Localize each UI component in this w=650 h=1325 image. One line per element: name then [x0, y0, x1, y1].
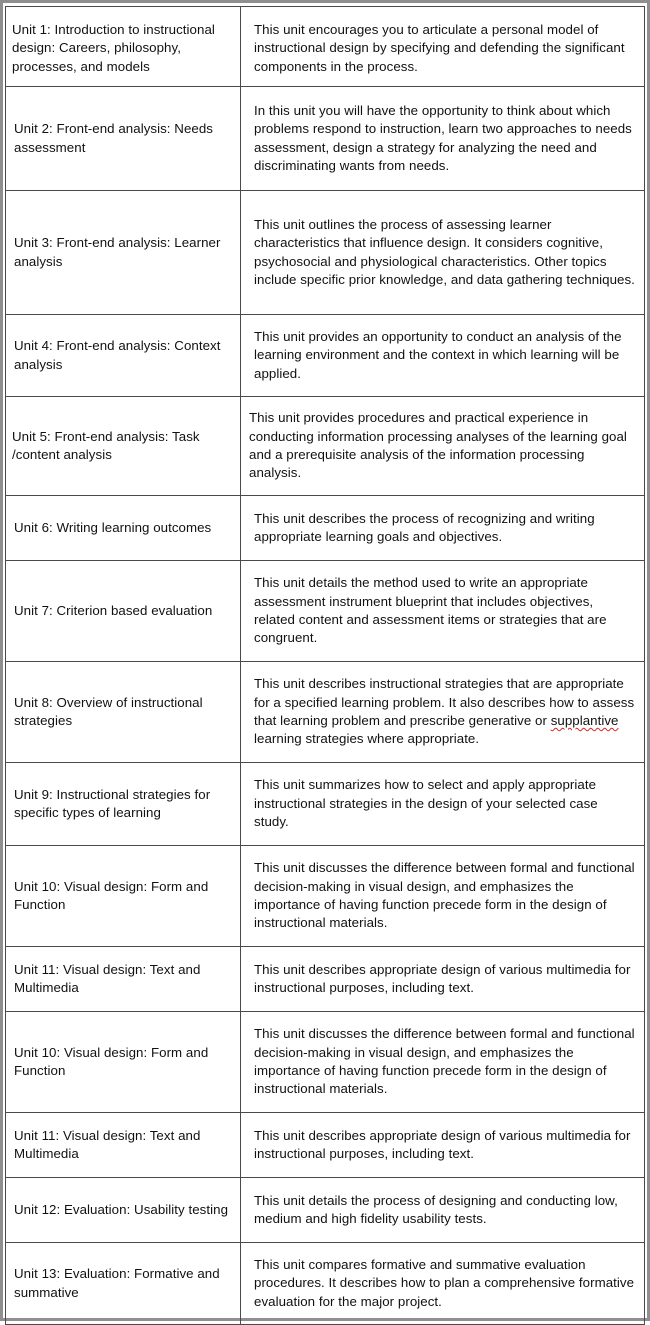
table-row	[6, 1178, 645, 1243]
table-row	[6, 1012, 645, 1113]
unit-description-cell: This unit describes the process of recognizing and writing appropriate learning goals and objectives.	[241, 496, 645, 561]
unit-description-cell: This unit discusses the difference between formal and functional decision-making in visual design, and emphasizes the importance of having function precede form in the design of instructional materials.	[241, 846, 645, 947]
unit-title-cell: Unit 9: Instructional strategies for specific types of learning	[6, 763, 241, 846]
table-row	[6, 1113, 645, 1178]
unit-title-cell: Unit 10: Visual design: Form and Function	[6, 846, 241, 947]
unit-title-cell: Unit 13: Evaluation: Formative and summative	[6, 1243, 241, 1325]
table-row	[6, 315, 645, 397]
table-row	[6, 947, 645, 1012]
table-row	[6, 763, 645, 846]
unit-description-cell: This unit compares formative and summative evaluation procedures. It describes how to plan a comprehensive formative evaluation for the major project.	[241, 1243, 645, 1325]
unit-title-cell: Unit 2: Front-end analysis: Needs assessment	[6, 87, 241, 191]
unit-description-cell: This unit describes appropriate design of various multimedia for instructional purposes, including text.	[241, 947, 645, 1012]
unit-title-cell: Unit 1: Introduction to instructional design: Careers, philosophy, processes, and models	[6, 7, 241, 87]
unit-description-cell: This unit describes appropriate design of various multimedia for instructional purposes, including text.	[241, 1113, 645, 1178]
unit-description-cell: This unit details the process of designing and conducting low, medium and high fidelity usability tests.	[241, 1178, 645, 1243]
unit-description-cell: This unit provides procedures and practical experience in conducting information processing analyses of the learning goal and a prerequisite analysis of the information processing analysis.	[241, 397, 645, 496]
unit-description-cell: In this unit you will have the opportunity to think about which problems respond to instruction, learn two approaches to needs assessment, design a strategy for analyzing the need and discriminating wants from needs.	[241, 87, 645, 191]
unit-title-cell: Unit 8: Overview of instructional strategies	[6, 662, 241, 763]
table-row	[6, 87, 645, 191]
unit-title-cell: Unit 4: Front-end analysis: Context analysis	[6, 315, 241, 397]
spellcheck-flagged-word: supplantive	[550, 713, 619, 728]
table-row	[6, 662, 645, 763]
unit-description-cell: This unit details the method used to write an appropriate assessment instrument blueprint that includes objectives, related content and assessment items or strategies that are congruent.	[241, 561, 645, 662]
unit-title-cell: Unit 10: Visual design: Form and Function	[6, 1012, 241, 1113]
unit-title-cell: Unit 7: Criterion based evaluation	[6, 561, 241, 662]
unit-description-cell: This unit discusses the difference between formal and functional decision-making in visual design, and emphasizes the importance of having function precede form in the design of instructional materials.	[241, 1012, 645, 1113]
description-text: learning strategies where appropriate.	[254, 731, 480, 747]
unit-title-cell: Unit 3: Front-end analysis: Learner analysis	[6, 191, 241, 315]
unit-description-cell: This unit encourages you to articulate a personal model of instructional design by specifying and defending the significant components in the process.	[241, 7, 645, 87]
unit-title-cell: Unit 6: Writing learning outcomes	[6, 496, 241, 561]
table-row	[6, 1243, 645, 1325]
table-row	[6, 561, 645, 662]
description-text: This unit describes instructional strategies that are appropriate for a specified learning problem. It also describes how to assess that learning problem and prescribe generative or	[254, 676, 635, 728]
table-row	[6, 496, 645, 561]
unit-title-cell: Unit 11: Visual design: Text and Multimedia	[6, 947, 241, 1012]
unit-title-cell: Unit 12: Evaluation: Usability testing	[6, 1178, 241, 1243]
unit-description-cell: This unit outlines the process of assessing learner characteristics that influence design. It considers cognitive, psychosocial and physiological characteristics. Other topics include specific prior knowledge, and data gathering techniques.	[241, 191, 645, 315]
unit-description-cell	[241, 662, 645, 763]
table-row	[6, 397, 645, 496]
unit-title-cell: Unit 11: Visual design: Text and Multimedia	[6, 1113, 241, 1178]
table-row	[6, 7, 645, 87]
course-units-table	[5, 6, 645, 1325]
table-row	[6, 191, 645, 315]
table-row	[6, 846, 645, 947]
unit-description-cell: This unit summarizes how to select and apply appropriate instructional strategies in the design of your selected case study.	[241, 763, 645, 846]
unit-title-cell: Unit 5: Front-end analysis: Task /content analysis	[6, 397, 241, 496]
unit-description-cell: This unit provides an opportunity to conduct an analysis of the learning environment and the context in which learning will be applied.	[241, 315, 645, 397]
